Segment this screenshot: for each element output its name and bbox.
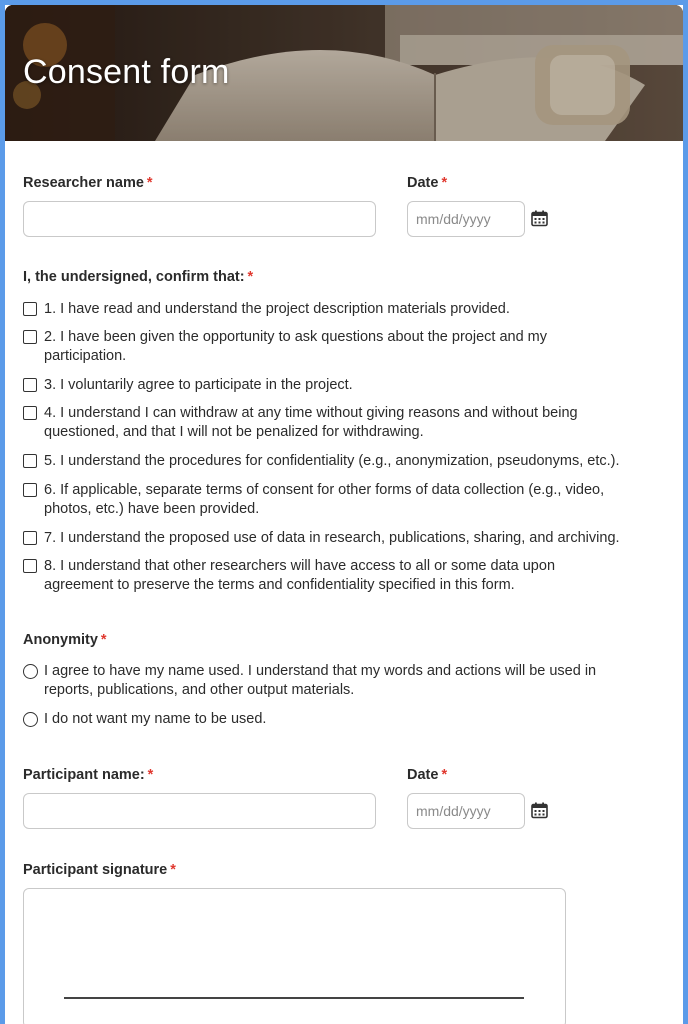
participant-date-input[interactable]: mm/dd/yyyy	[407, 793, 525, 829]
checkbox[interactable]	[23, 378, 37, 392]
consent-checkbox-4[interactable]	[23, 404, 673, 442]
checkbox[interactable]	[23, 302, 37, 316]
anonymity-option-decline[interactable]	[23, 710, 673, 729]
checkbox[interactable]	[23, 406, 37, 420]
checkbox-label: 8. I understand that other researchers will have access to all or some data upon agreement to preserve the terms and confidentiality specified in this form.	[44, 558, 556, 593]
signature-line	[64, 997, 524, 999]
required-marker: *	[147, 767, 154, 783]
checkbox[interactable]	[23, 559, 37, 573]
signature-label: Participant signature *	[23, 862, 176, 878]
radio-button[interactable]	[23, 664, 38, 679]
consent-checkbox-1[interactable]	[23, 300, 673, 319]
participant-name-input[interactable]	[23, 793, 376, 829]
confirm-label: I, the undersigned, confirm that: *	[23, 269, 254, 285]
checkbox-label: 3. I voluntarily agree to participate in the project.	[44, 377, 353, 393]
consent-checkbox-7[interactable]	[23, 529, 673, 548]
researcher-name-label: Researcher name *	[23, 175, 153, 191]
researcher-date-input[interactable]: mm/dd/yyyy	[407, 201, 525, 237]
required-marker: *	[170, 862, 176, 878]
checkbox-label: 1. I have read and understand the project description materials provided.	[44, 301, 510, 317]
required-marker: *	[247, 269, 254, 285]
researcher-date-label: Date *	[407, 175, 448, 191]
calendar-icon[interactable]	[531, 210, 548, 227]
participant-name-label: Participant name: *	[23, 767, 154, 783]
checkbox-label: 7. I understand the proposed use of data in research, publications, sharing, and archiving.	[44, 530, 620, 546]
required-marker: *	[146, 175, 153, 191]
consent-checkbox-3[interactable]	[23, 376, 673, 395]
radio-label: I do not want my name to be used.	[44, 711, 267, 727]
checkbox-label: 6. If applicable, separate terms of consent for other forms of data collection (e.g., video, photos, etc.) have been provided.	[44, 482, 605, 517]
radio-button[interactable]	[23, 712, 38, 727]
form-frame	[5, 5, 683, 1024]
anonymity-label: Anonymity *	[23, 632, 107, 648]
researcher-name-input[interactable]	[23, 201, 376, 237]
header-banner	[5, 5, 683, 141]
consent-checkbox-8[interactable]	[23, 557, 673, 595]
participant-date-label: Date *	[407, 767, 448, 783]
calendar-icon[interactable]	[531, 802, 548, 819]
signature-pad[interactable]	[23, 888, 566, 1024]
checkbox[interactable]	[23, 330, 37, 344]
required-marker: *	[441, 175, 448, 191]
checkbox-label: 5. I understand the procedures for confidentiality (e.g., anonymization, pseudonyms, etc.).	[44, 453, 620, 469]
radio-label: I agree to have my name used. I understand that my words and actions will be used in reports, publications, and other output materials.	[44, 663, 597, 698]
consent-checkbox-2[interactable]	[23, 328, 673, 366]
required-marker: *	[100, 632, 107, 648]
consent-checkbox-6[interactable]	[23, 481, 673, 519]
required-marker: *	[441, 767, 448, 783]
checkbox[interactable]	[23, 531, 37, 545]
consent-checkbox-5[interactable]	[23, 452, 673, 471]
checkbox-label: 4. I understand I can withdraw at any time without giving reasons and without being questioned, and that I will not be penalized for withdrawing.	[44, 405, 578, 440]
checkbox[interactable]	[23, 454, 37, 468]
page-title: Consent form	[23, 53, 230, 91]
anonymity-option-agree[interactable]	[23, 662, 673, 700]
checkbox-label: 2. I have been given the opportunity to ask questions about the project and my participation.	[44, 329, 547, 364]
checkbox[interactable]	[23, 483, 37, 497]
